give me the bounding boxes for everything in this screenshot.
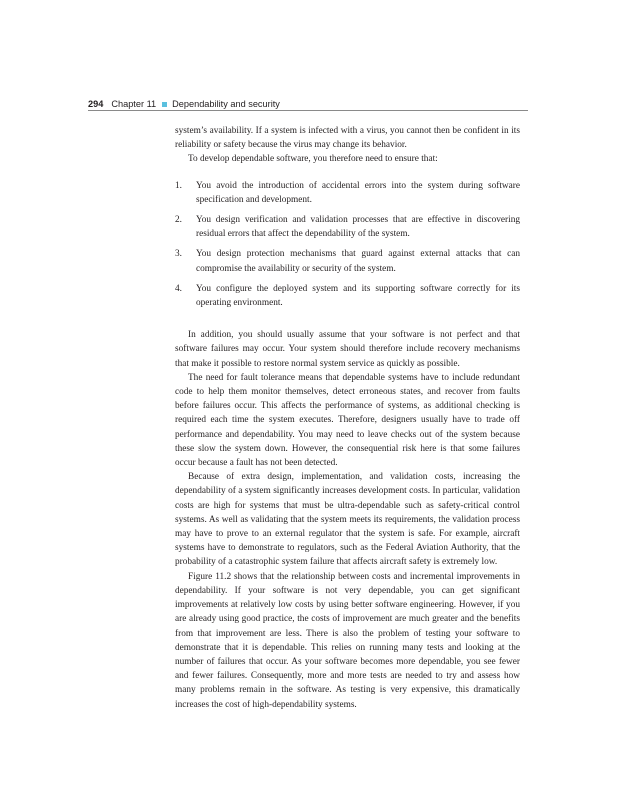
paragraph: Because of extra design, implementation, and validation costs, increasing the dependability of a system significantly increases development costs. In particular, validation costs are high for systems that must be ultra-dependable such as safety-critical control systems. As well as validating that the system meets its requirements, the validation process may have to prove to an external regulator that the system is safe. For example, aircraft systems have to demonstrate to regulators, such as the Federal Aviation Authority, that the probability of a catastrophic system failure that affects aircraft safety is extremely low. [175,472,520,568]
list-item [175,213,520,241]
requirements-list [175,179,520,311]
list-number: 4. [175,283,182,294]
section-title: Dependability and security [172,99,280,109]
paragraph: Figure 11.2 shows that the relationship between costs and incremental improvements in dependability. If your software is not very dependable, you can get significant improvements at relatively low costs by using better software engineering. However, if you are already using good practice, the costs of improvement are much greater and the benefits from that improvement are less. There is also the problem of testing your software to demonstrate that it is dependable. This relies on running many tests and looking at the number of failures that occur. As your software becomes more dependable, you see fewer and fewer failures. Consequently, more and more tests are needed to try and assess how many problems remain in the software. As testing is very expensive, this dramatically increases the cost of high-dependability systems. [175,571,520,710]
lead-paragraph: To develop dependable software, you therefore need to ensure that: [188,154,438,165]
list-item [175,247,520,275]
running-header [88,97,528,111]
list-text: You design verification and validation processes that are effective in discovering residual errors that affect the dependability of the system. [196,215,520,240]
list-text: You avoid the introduction of accidental errors into the system during software specification and development. [196,180,520,205]
continuation-paragraph: system’s availability. If a system is infected with a virus, you cannot then be confident in its reliability or safety because the virus may change its behavior. [175,126,520,151]
body-text [175,124,520,712]
page-number: 294 [88,99,104,109]
paragraph: In addition, you should usually assume that your software is not perfect and that software failures may occur. Your system should therefore include recovery mechanisms that make it possible to restore normal system service as quickly as possible. [175,330,520,369]
list-number: 2. [175,215,182,226]
list-item [175,179,520,207]
list-text: You configure the deployed system and its supporting software correctly for its operating environment. [196,283,520,309]
paragraph: The need for fault tolerance means that dependable systems have to include redundant code to help them monitor themselves, detect erroneous states, and recover from faults before failures occur. This affects the performance of systems, as additional checking is required each time the system executes. Therefore, designers usually have to trade off performance and dependability. You may need to leave checks out of the system because these slow the system down. However, the consequential risk here is that some failures occur because a fault has not been detected. [175,372,520,469]
list-item [175,282,520,310]
header-rule [88,110,528,111]
chapter-label: Chapter 11 [111,99,157,109]
list-number: 3. [175,249,182,260]
list-text: You design protection mechanisms that guard against external attacks that can compromise the availability or security of the system. [196,249,520,274]
header-square-icon [162,102,167,107]
list-number: 1. [175,180,182,191]
